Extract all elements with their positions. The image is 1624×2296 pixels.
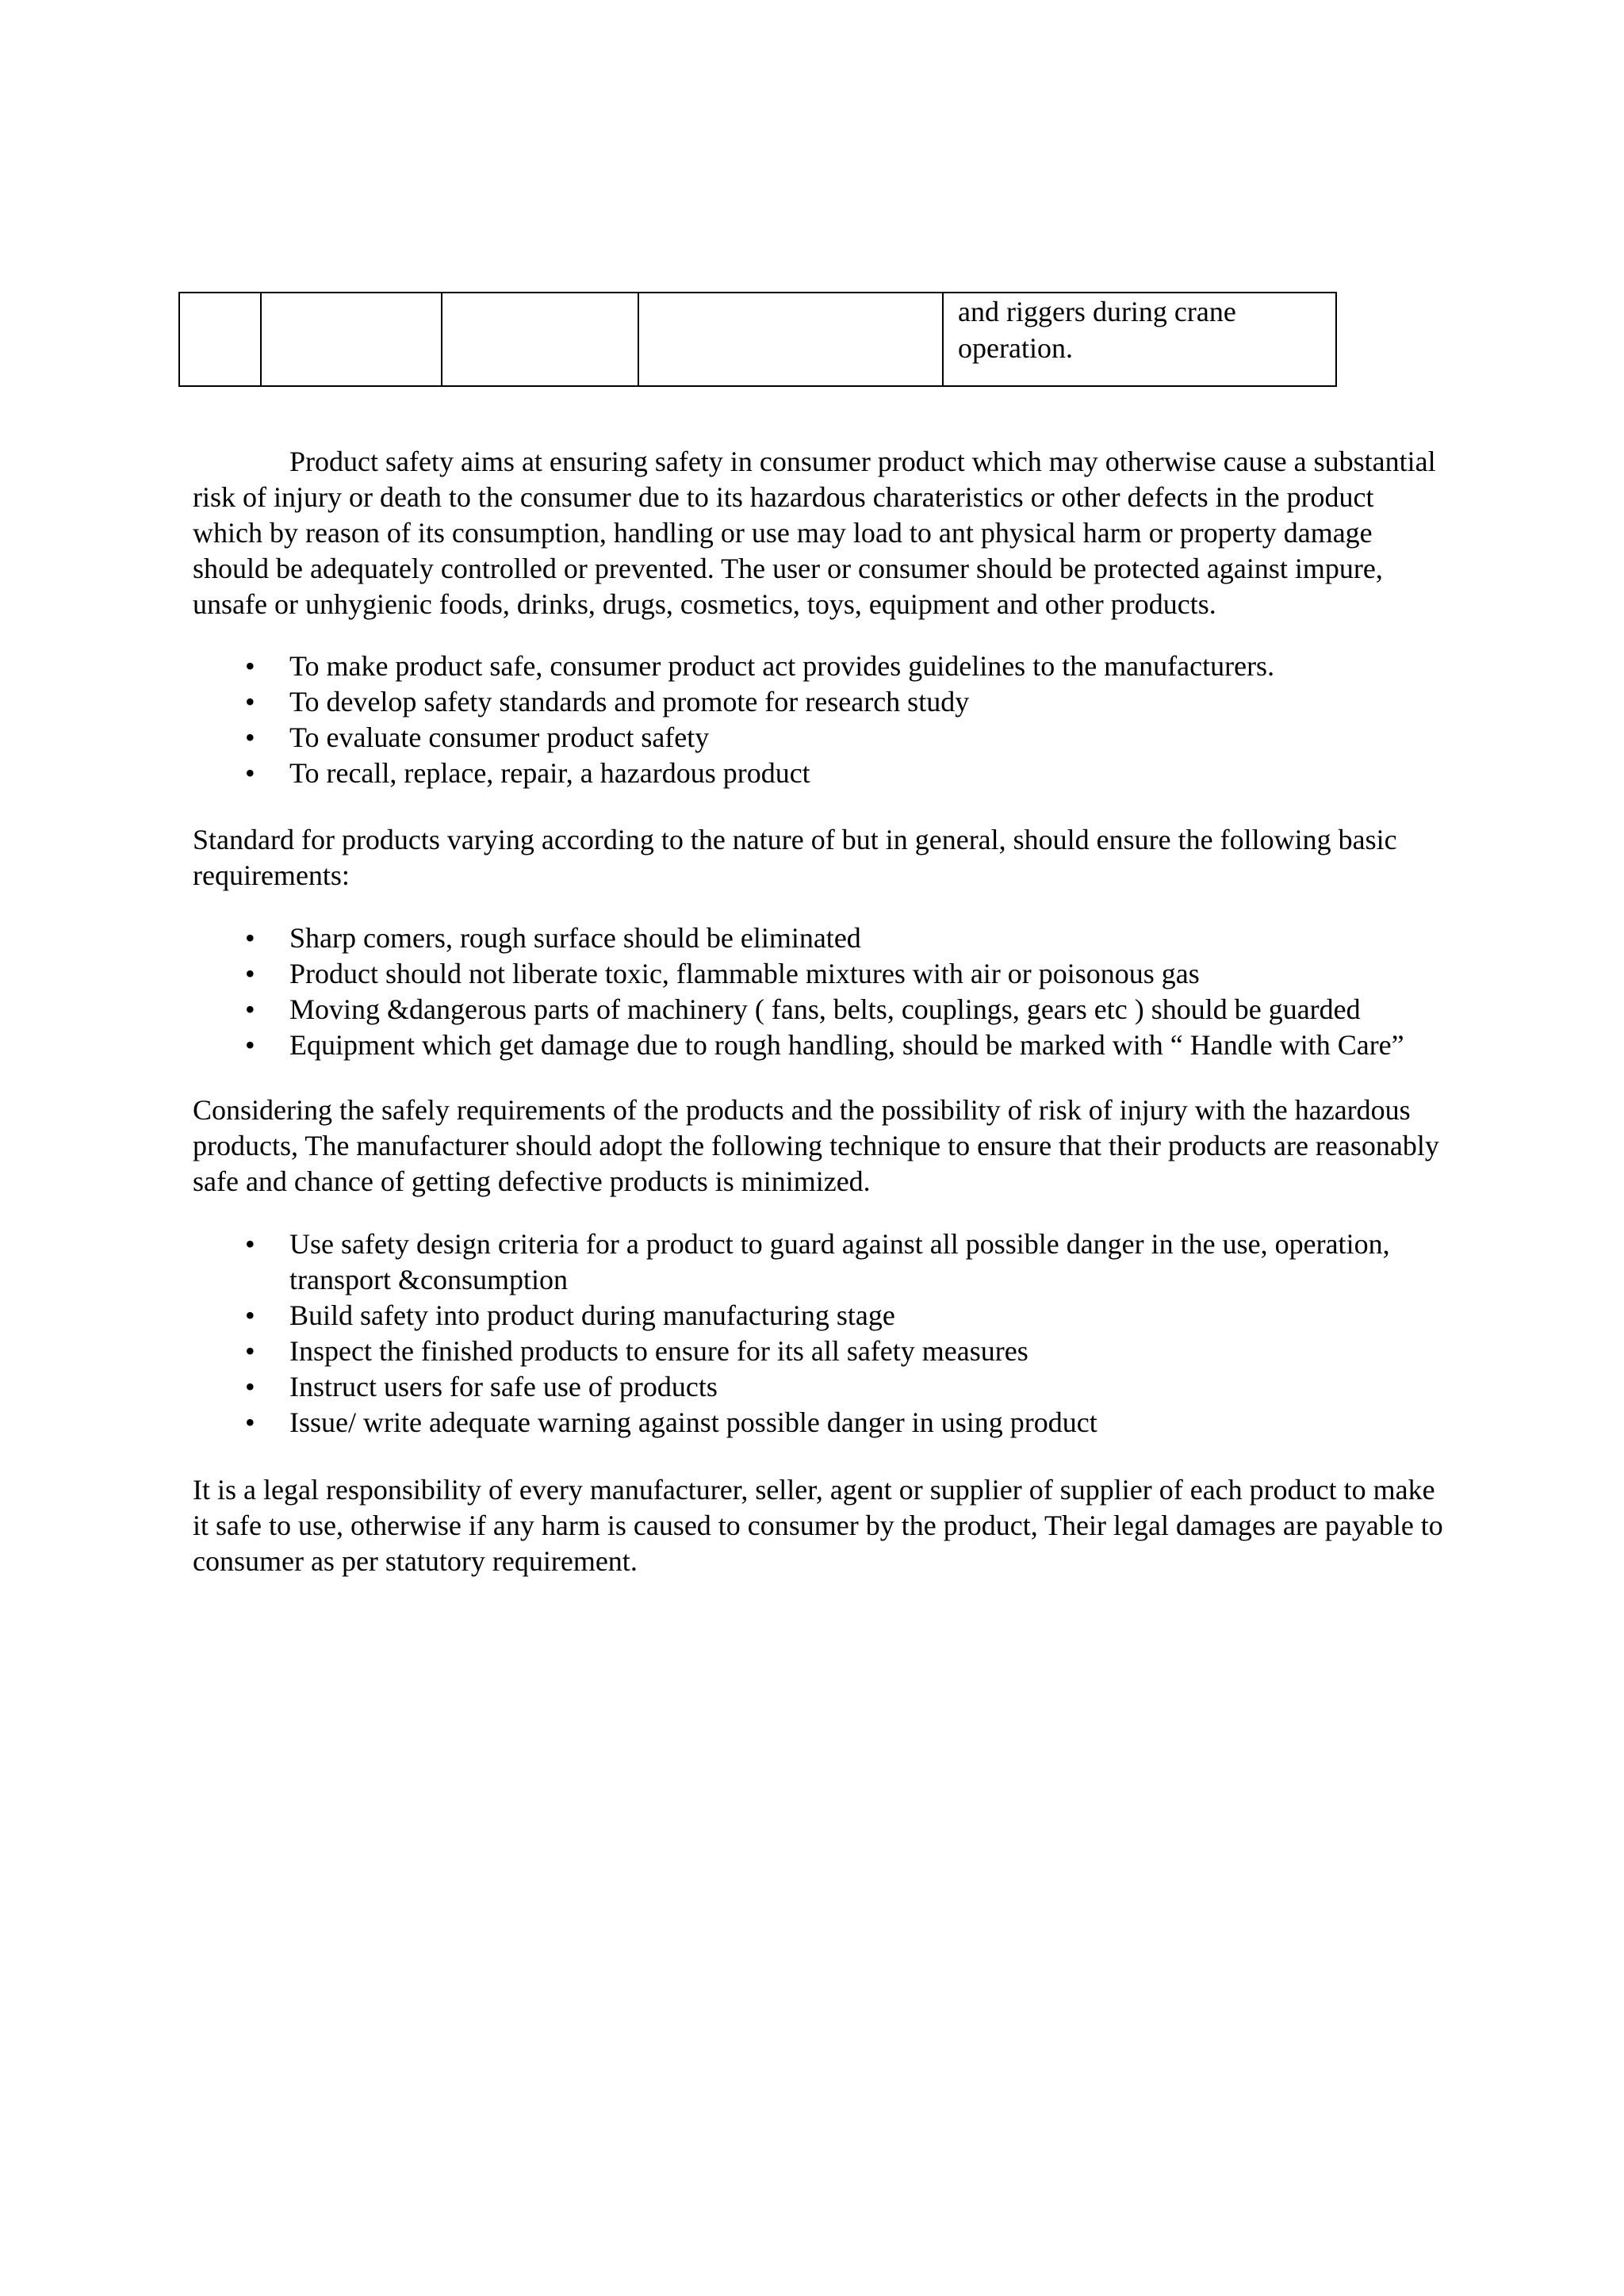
table-cell bbox=[638, 293, 943, 386]
paragraph-text: Product safety aims at ensuring safety in consumer product which may otherwise cause a substantial risk of injury or death to the consumer due to its hazardous charateristics or other defects in the product which by reason of its consumption, handling or use may load to ant physical harm or property damage should be adequately controlled or prevented. The user or consumer should be protected against impure, unsafe or unhygienic foods, drinks, drugs, cosmetics, toys, equipment and other products. bbox=[193, 446, 1436, 620]
list-item: • Use safety design criteria for a product to guard against all possible danger in the use, operation, transport &consumption bbox=[193, 1226, 1446, 1298]
list-item: • To evaluate consumer product safety bbox=[193, 720, 1446, 756]
requirements-list bbox=[193, 920, 1446, 1063]
list-item: • Product should not liberate toxic, flammable mixtures with air or poisonous gas bbox=[193, 956, 1446, 992]
table-cell-line: operation. bbox=[958, 332, 1073, 364]
list-item: • Build safety into product during manufacturing stage bbox=[193, 1298, 1446, 1334]
table-fragment bbox=[178, 292, 1337, 387]
objectives-list bbox=[193, 649, 1446, 791]
list-item: • To recall, replace, repair, a hazardous product bbox=[193, 756, 1446, 791]
paragraph-standards bbox=[193, 822, 1446, 894]
list-item: • Equipment which get damage due to rough handling, should be marked with “ Handle with Care” bbox=[193, 1027, 1446, 1063]
table-cell-line: and riggers during crane bbox=[958, 296, 1236, 327]
list-item: • Instruct users for safe use of products bbox=[193, 1369, 1446, 1405]
list-item: • Issue/ write adequate warning against possible danger in using product bbox=[193, 1405, 1446, 1441]
list-item: • Moving &dangerous parts of machinery ( fans, belts, couplings, gears etc ) should be guarded bbox=[193, 992, 1446, 1027]
list-item: • Inspect the finished products to ensure for its all safety measures bbox=[193, 1334, 1446, 1369]
list-item: • Sharp comers, rough surface should be eliminated bbox=[193, 920, 1446, 956]
list-item: • To make product safe, consumer product act provides guidelines to the manufacturers. bbox=[193, 649, 1446, 684]
paragraph-text: Standard for products varying according to the nature of but in general, should ensure the following basic requirements: bbox=[193, 824, 1397, 891]
paragraph-considering bbox=[193, 1093, 1446, 1200]
table-cell-text bbox=[943, 293, 1336, 386]
techniques-list bbox=[193, 1226, 1446, 1441]
table-cell bbox=[179, 293, 261, 386]
table-cell bbox=[261, 293, 442, 386]
table-row bbox=[179, 293, 1336, 386]
paragraph-text: Considering the safely requirements of the products and the possibility of risk of injury with the hazardous products, The manufacturer should adopt the following technique to ensure that their products are reasonably safe and chance of getting defective products is minimized. bbox=[193, 1094, 1439, 1197]
list-item: • To develop safety standards and promote for research study bbox=[193, 684, 1446, 720]
paragraph-legal-responsibility bbox=[193, 1472, 1446, 1579]
paragraph-product-safety bbox=[193, 444, 1446, 622]
paragraph-text: It is a legal responsibility of every manufacturer, seller, agent or supplier of supplier of each product to make it safe to use, otherwise if any harm is caused to consumer by the product, Their legal damages are payable to consumer as per statutory requirement. bbox=[193, 1474, 1443, 1577]
table-cell bbox=[442, 293, 638, 386]
